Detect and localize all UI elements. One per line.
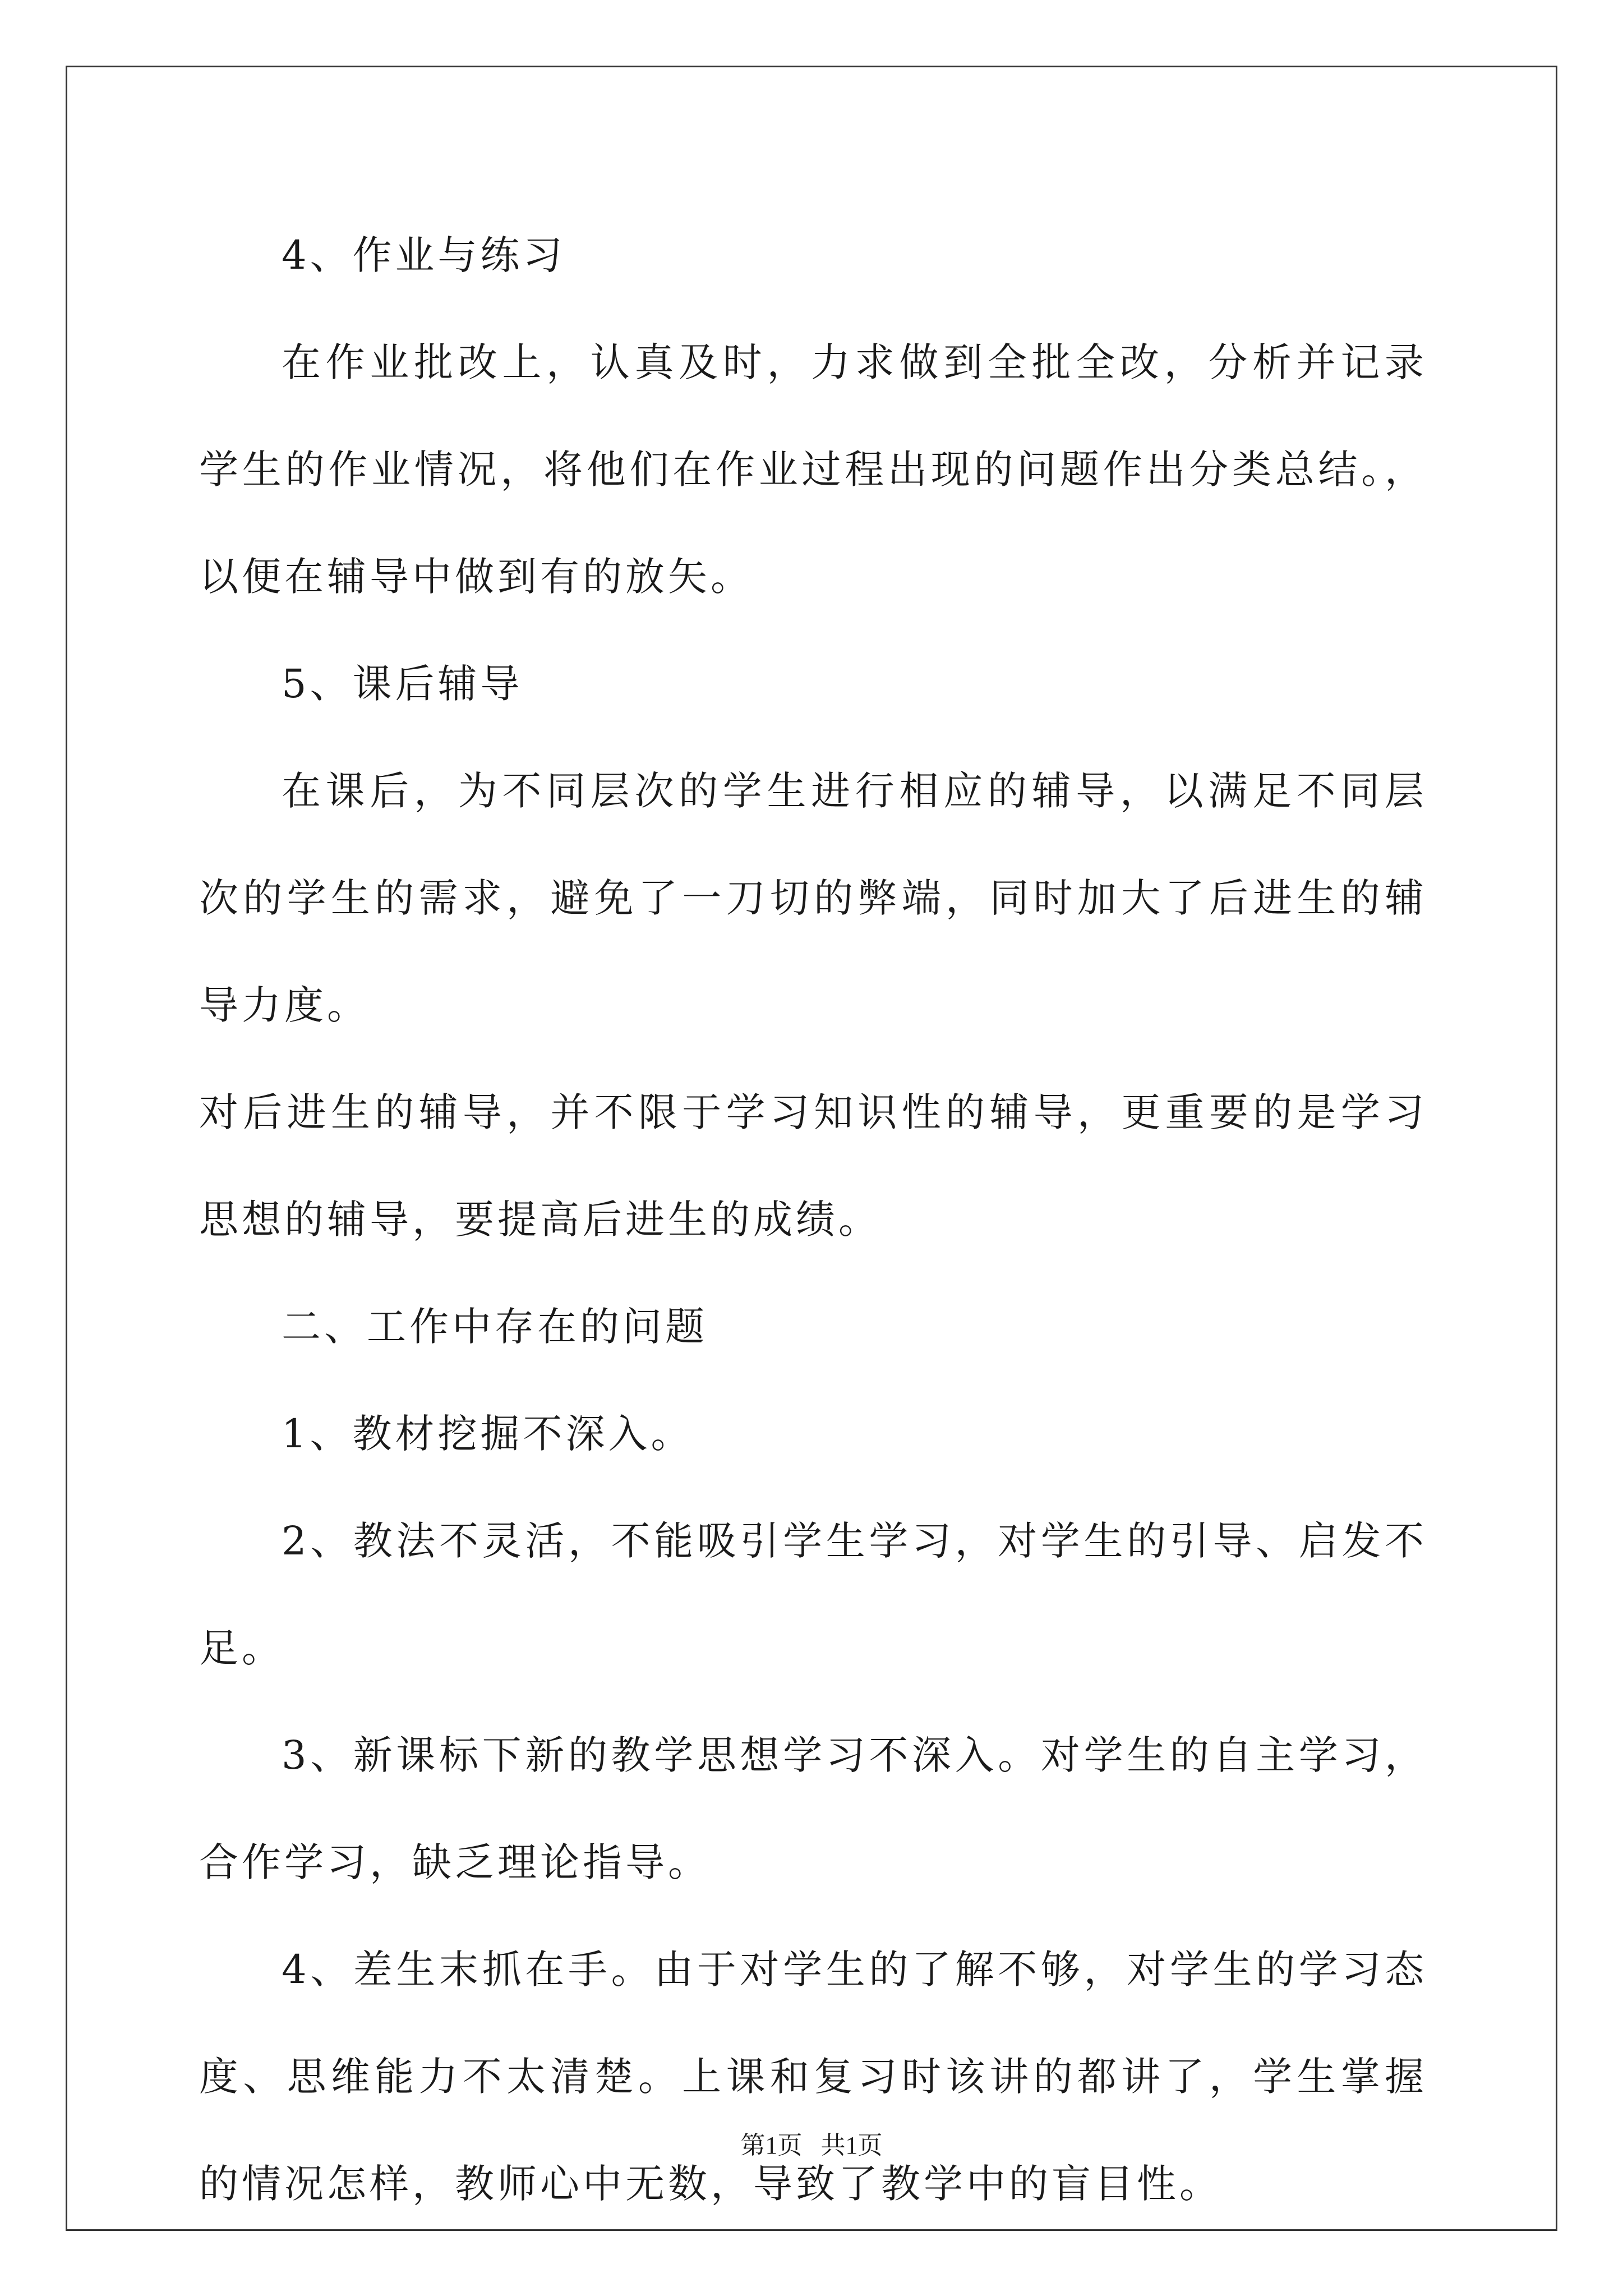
paragraph-homework: 在作业批改上，认真及时，力求做到全批全改，分析并记录学生的作业情况，将他们在作业过程出现的问题作出分类总结。，以便在辅导中做到有的放矢。 [199,339,1427,600]
paragraph-tutoring-continued: 对后进生的辅导，并不限于学习知识性的辅导，更重要的是学习思想的辅导，要提高后进生的成绩。 [199,1089,1427,1243]
heading-problems: 二、工作中存在的问题 [282,1304,708,1350]
page-footer [0,2129,1623,2162]
heading-homework: 4、作业与练习 [282,232,566,278]
list-item-problem-2: 2、教法不灵活，不能吸引学生学习，对学生的引导、启发不足。 [199,1518,1427,1671]
list-item-problem-1: 1、教材挖掘不深入。 [282,1411,694,1457]
paragraph-tutoring: 在课后，为不同层次的学生进行相应的辅导，以满足不同层次的学生的需求，避免了一刀切的弊端，同时加大了后进生的辅导力度。 [199,768,1427,1028]
page-total: 共1页 [820,2132,883,2159]
page-number: 第1页 [740,2132,803,2159]
heading-tutoring: 5、课后辅导 [282,661,523,707]
list-item-problem-3: 3、新课标下新的教学思想学习不深入。对学生的自主学习，合作学习，缺乏理论指导。 [199,1732,1427,1885]
list-item-problem-4: 4、差生末抓在手。由于对学生的了解不够，对学生的学习态度、思维能力不太清楚。上课和复习时该讲的都讲了，学生掌握的情况怎样，教师心中无数，导致了教学中的盲目性。 [199,1947,1427,2207]
document-body [199,202,1427,2238]
